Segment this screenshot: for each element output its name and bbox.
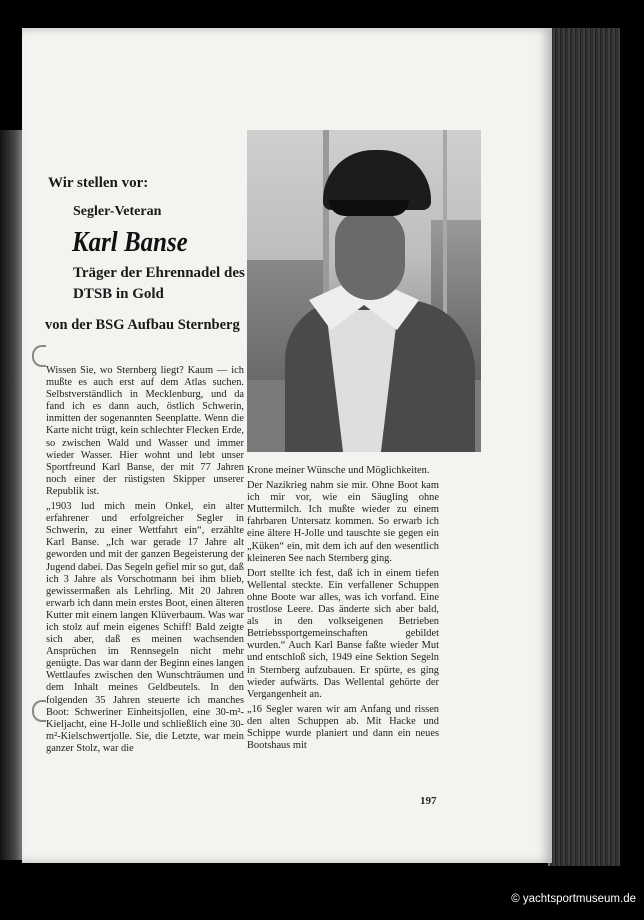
paragraph: Der Nazikrieg nahm sie mir. Ohne Boot kam ich mir vor, wie ein Säugling ohne Muttermilch. Ich mußte wieder zu einem fahrbaren Untersatz kommen. So erwarb ich eine ältere H-Jolle und tauschte sie gegen ein „Küken“ ein, mit dem ich auf den wesentlich kleineren See nach Sternberg ging. xyxy=(247,480,439,564)
article-subkicker: Segler-Veteran xyxy=(73,204,162,219)
portrait-photo xyxy=(247,130,481,452)
article-column-left xyxy=(46,365,244,758)
book-left-page-edges xyxy=(0,130,24,860)
paragraph: Krone meiner Wünsche und Möglichkeiten. xyxy=(247,465,430,476)
article-column-right xyxy=(247,465,439,755)
paragraph: Dort stellte ich fest, daß ich in einem tiefen Wellental steckte. Ein verfallener Schuppen ohne Boote war alles, was ich vorfand. Eine trostlose Leere. Das änderte sich aber bald, als in den volkseigenen Betrieben Betriebssportgemeinschaften gebildet wurden.“ Auch Karl Banse faßte wieder Mut und entschloß sich, 1949 eine Sektion Segeln in Sternberg aufzubauen. Er spürte, es ging wieder aufwärts. Das Wellental gehörte der Vergangenheit an. xyxy=(247,567,439,700)
article-subtitle: Träger der Ehrennadel des DTSB in Gold xyxy=(73,265,245,302)
paragraph: „1903 lud mich mein Onkel, ein alter erfahrener und erfolgreicher Segler in Schwerin, zu einer Wettfahrt ein“, erzählte Karl Banse. „Ich war gerade 17 Jahre alt geworden und mit der ganzen Begeisterung der Jugend dabei. Das Segeln gefiel mir so gut, daß ich 3 Jahre als Vorschotmann bei ihm blieb, gewissermaßen als Lehrling. Mit 20 Jahren erwarb ich dann mein erstes Boot, einen älteren Kutter mit einem langen Klüverbaum. Was war ich stolz auf mein eigenes Schiff! Bald zeigte sich aber, daß es meinen wachsenden Ansprüchen im Rennsegeln nicht mehr genügte. Das war dann der Beginn eines langen Wettlaufes zwischen den Wunschträumen und dem Inhalt meines Geldbeutels. In den folgenden 35 Jahren steuerte ich manches Boot: Schweriner Einheitsjollen, eine 30-m²-Kieljacht, eine H-Jolle und schließlich eine 30-m²-Kielschwertjolle. Sie, die Letzte, war mein ganzer Stolz, war die xyxy=(46,501,244,754)
article-byline: von der BSG Aufbau Sternberg xyxy=(45,317,240,333)
binding-ring xyxy=(32,345,46,367)
book-page-stack xyxy=(548,28,620,866)
paragraph: „16 Segler waren wir am Anfang und rissen den alten Schuppen ab. Mit Hacke und Schippe wurde planiert und dann ein neues Bootshaus mit xyxy=(247,703,439,752)
page-number: 197 xyxy=(420,795,437,807)
paragraph: Wissen Sie, wo Sternberg liegt? Kaum — ich mußte es auch erst auf dem Atlas suchen. Selbstverständlich in Mecklenburg, und da fand ich es dann auch, östlich Schwerin, inmitten der sogenannten Seenplatte. Wenn die Karte nicht trügt, kein schlechter Flecken Erde, so zwischen Wald und Wasser und immer wieder Wasser. Hier wohnt und lebt unser Sportfreund Karl Banse, der mit 77 Jahren noch einer der rüstigsten Skipper unserer Republik ist. xyxy=(46,365,244,497)
article-title: Karl Banse xyxy=(72,226,188,258)
watermark: © yachtsportmuseum.de xyxy=(511,893,636,905)
binding-ring xyxy=(32,700,46,722)
article-kicker: Wir stellen vor: xyxy=(48,175,149,191)
